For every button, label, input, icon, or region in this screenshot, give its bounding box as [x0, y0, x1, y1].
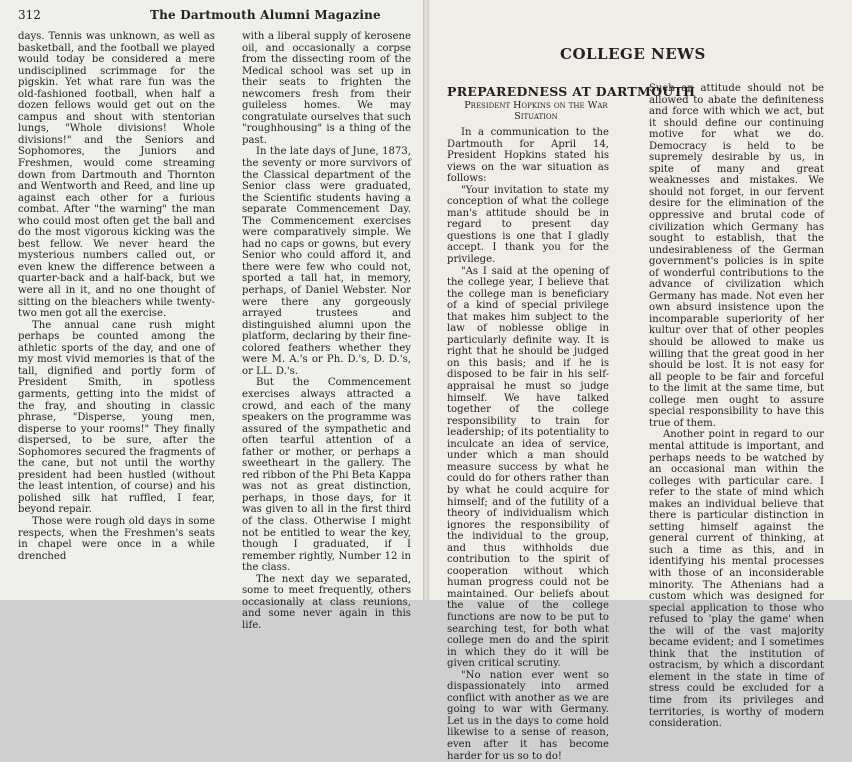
paragraph: Those were rough old days in some respects, when the Freshmen's seats in chapel were once in a while drenched — [18, 515, 215, 562]
article-byline: President Hopkins on the War Situation — [464, 100, 608, 122]
section-title: COLLEGE NEWS — [560, 45, 706, 63]
paragraph: days. Tennis was unknown, as well as basketball, and the football we played would today be considered a mere undisciplined scrimmage for the pigskin. Yet what rare fun was the old-fashioned football, when half a dozen fellows would get out on the campus and shout with stentorian lungs, "Whole divisions! Whole divisions!" and the Seniors and Sophomores, the Juniors and Freshmen, would come streaming down from Dartmouth and Thornton and Wentworth and Reed, and line up against each other for a furious combat. After "the warning" the man who could most often get the ball and do the most vigorous kicking was the best fellow. We never heard the mysterious numbers called out, or even knew the difference between a quarter-back and a half-back, but we were all in it, and no one thought of sitting on the bleachers while twenty-two men got all the exercise. — [18, 31, 215, 320]
paragraph: Another point in regard to our mental attitude is important, and perhaps needs to be watched by an occasional man within the colleges with particular care. I refer to the state of mind which makes an individual believe that there is particular distinction in setting himself against the general current of thinking, at such a time as this, and in identifying his mental processes with those of an inconsiderable minority. The Athenians had a custom which was designed for special application to those who refused to 'play the game' when the will of the vast majority became evident; and I sometimes think that the institution of ostracism, by which a discordant element in the state in time of stress could be excluded for a time from its privileges and territories, is worthy of modern consideration. — [649, 429, 824, 730]
paragraph: The next day we separated, some to meet frequently, others occasionally at class reunions, and some never again in this life. — [242, 573, 411, 631]
left-column-2 — [242, 31, 411, 631]
paragraph: "As I said at the opening of the college year, I believe that the college man is beneficiary of a kind of special privilege that makes him subject to the law of noblesse oblige in particularly definite way. It is right that he should be judged on this basis; and if he is disposed to be fair in his self-appraisal he must so judge himself. We have talked together of the college responsibility to train for leadership; of its potentiality to inculcate an idea of service, under which a man should measure success by what he could do for others rather than by what he could acquire for himself; and of the futility of a theory of individualism which ignores the responsibility of the individual to the group, and thus withholds due contribution to the spirit of cooperation without which human progress could not be maintained. Our beliefs about the value of the college functions are now to be put to searching test, for both what college men do and the spirit in which they do it will be given critical scrutiny. — [447, 265, 609, 670]
paragraph: But the Commencement exercises always attracted a crowd, and each of the many speakers on the programme was assured of the sympathetic and often tearful attention of a father or mother, or perhaps a sweetheart in the gallery. The red ribbon of the Phi Beta Kappa was not as great distinction, perhaps, in those days, for it was given to all in the first third of the class. Otherwise I might not be entitled to wear the key, though I graduated, if I remember rightly, Number 12 in the class. — [242, 377, 411, 574]
left-page — [0, 0, 426, 631]
article-title: PREPAREDNESS AT DARTMOUTH — [447, 84, 696, 99]
paragraph: In the late days of June, 1873, the seventy or more survivors of the Classical department of the Senior class were graduated, the Scientific students having a separate Commencement Day. The Commencement exercises were comparatively simple. We had no caps or gowns, but every Senior who could afford it, and there were few who could not, sported a tall hat, in memory, perhaps, of Daniel Webster. Nor were there any gorgeously arrayed trustees and distinguished alumni upon the platform, declaring by their fine-colored feathers whether they were M. A.'s or Ph. D.'s, D. D.'s, or LL. D.'s. — [242, 146, 411, 377]
paragraph: with a liberal supply of kerosene oil, and occasionally a corpse from the dissecting room of the Medical school was set up in their seats to frighten the newcomers fresh from their guileless homes. We may congratulate ourselves that such "roughhousing" is a thing of the past. — [242, 31, 411, 146]
page-gutter — [423, 0, 429, 600]
paragraph: "Your invitation to state my conception of what the college man's attitude should be in regard to present day questions is one that I gladly accept. I thank you for the privilege. — [447, 184, 609, 266]
page-number: 312 — [18, 8, 41, 22]
paragraph: "No nation ever went so dispassionately into armed conflict with another as we are going to war with Germany. Let us in the days to come hold likewise to a sense of reason, even after it has become harder for us so to do! — [447, 669, 609, 762]
right-column-1 — [447, 127, 609, 762]
paragraph: The annual cane rush might perhaps be counted among the athletic sports of the day, and one of my most vivid memories is that of the tall, dignified and portly form of President Smith, in spotless garments, getting into the midst of the fray, and shouting in classic phrase, "Disperse, young men, disperse to your rooms!" They finally dispersed, to be sure, after the Sophomores secured the fragments of the cane, but not until the worthy president had been hustled (without the least intention, of course) and his polished silk hat ruffled, I fear, beyond repair. — [18, 319, 215, 516]
paragraph: In a communication to the Dartmouth for April 14, President Hopkins stated his views on the war situation as follows: — [447, 127, 609, 185]
right-column-2 — [649, 83, 824, 730]
paragraph: Such an attitude should not be allowed to abate the definiteness and force with which we act, but it should define our continuing motive for what we do. Democracy is held to be supremely desirable by us, in spite of many and great weaknesses and mistakes. We should not forget, in our fervent desire for the elimination of the oppressive and brutal code of civilization which Germany has sought to establish, that the undesirableness of the German government's policies is in spite of wonderful contributions to the advance of civilization which Germany has made. Not even her own absurd insistence upon the incomparable superiority of her kultur over that of other peoples should be allowed to make us willing that the great good in her should be lost. It is not easy for all people to be fair and forceful to the limit at the same time, but college men ought to assure special responsibility to have this true of them. — [649, 83, 824, 429]
running-head: The Dartmouth Alumni Magazine — [150, 8, 381, 22]
left-column-1 — [18, 31, 215, 562]
